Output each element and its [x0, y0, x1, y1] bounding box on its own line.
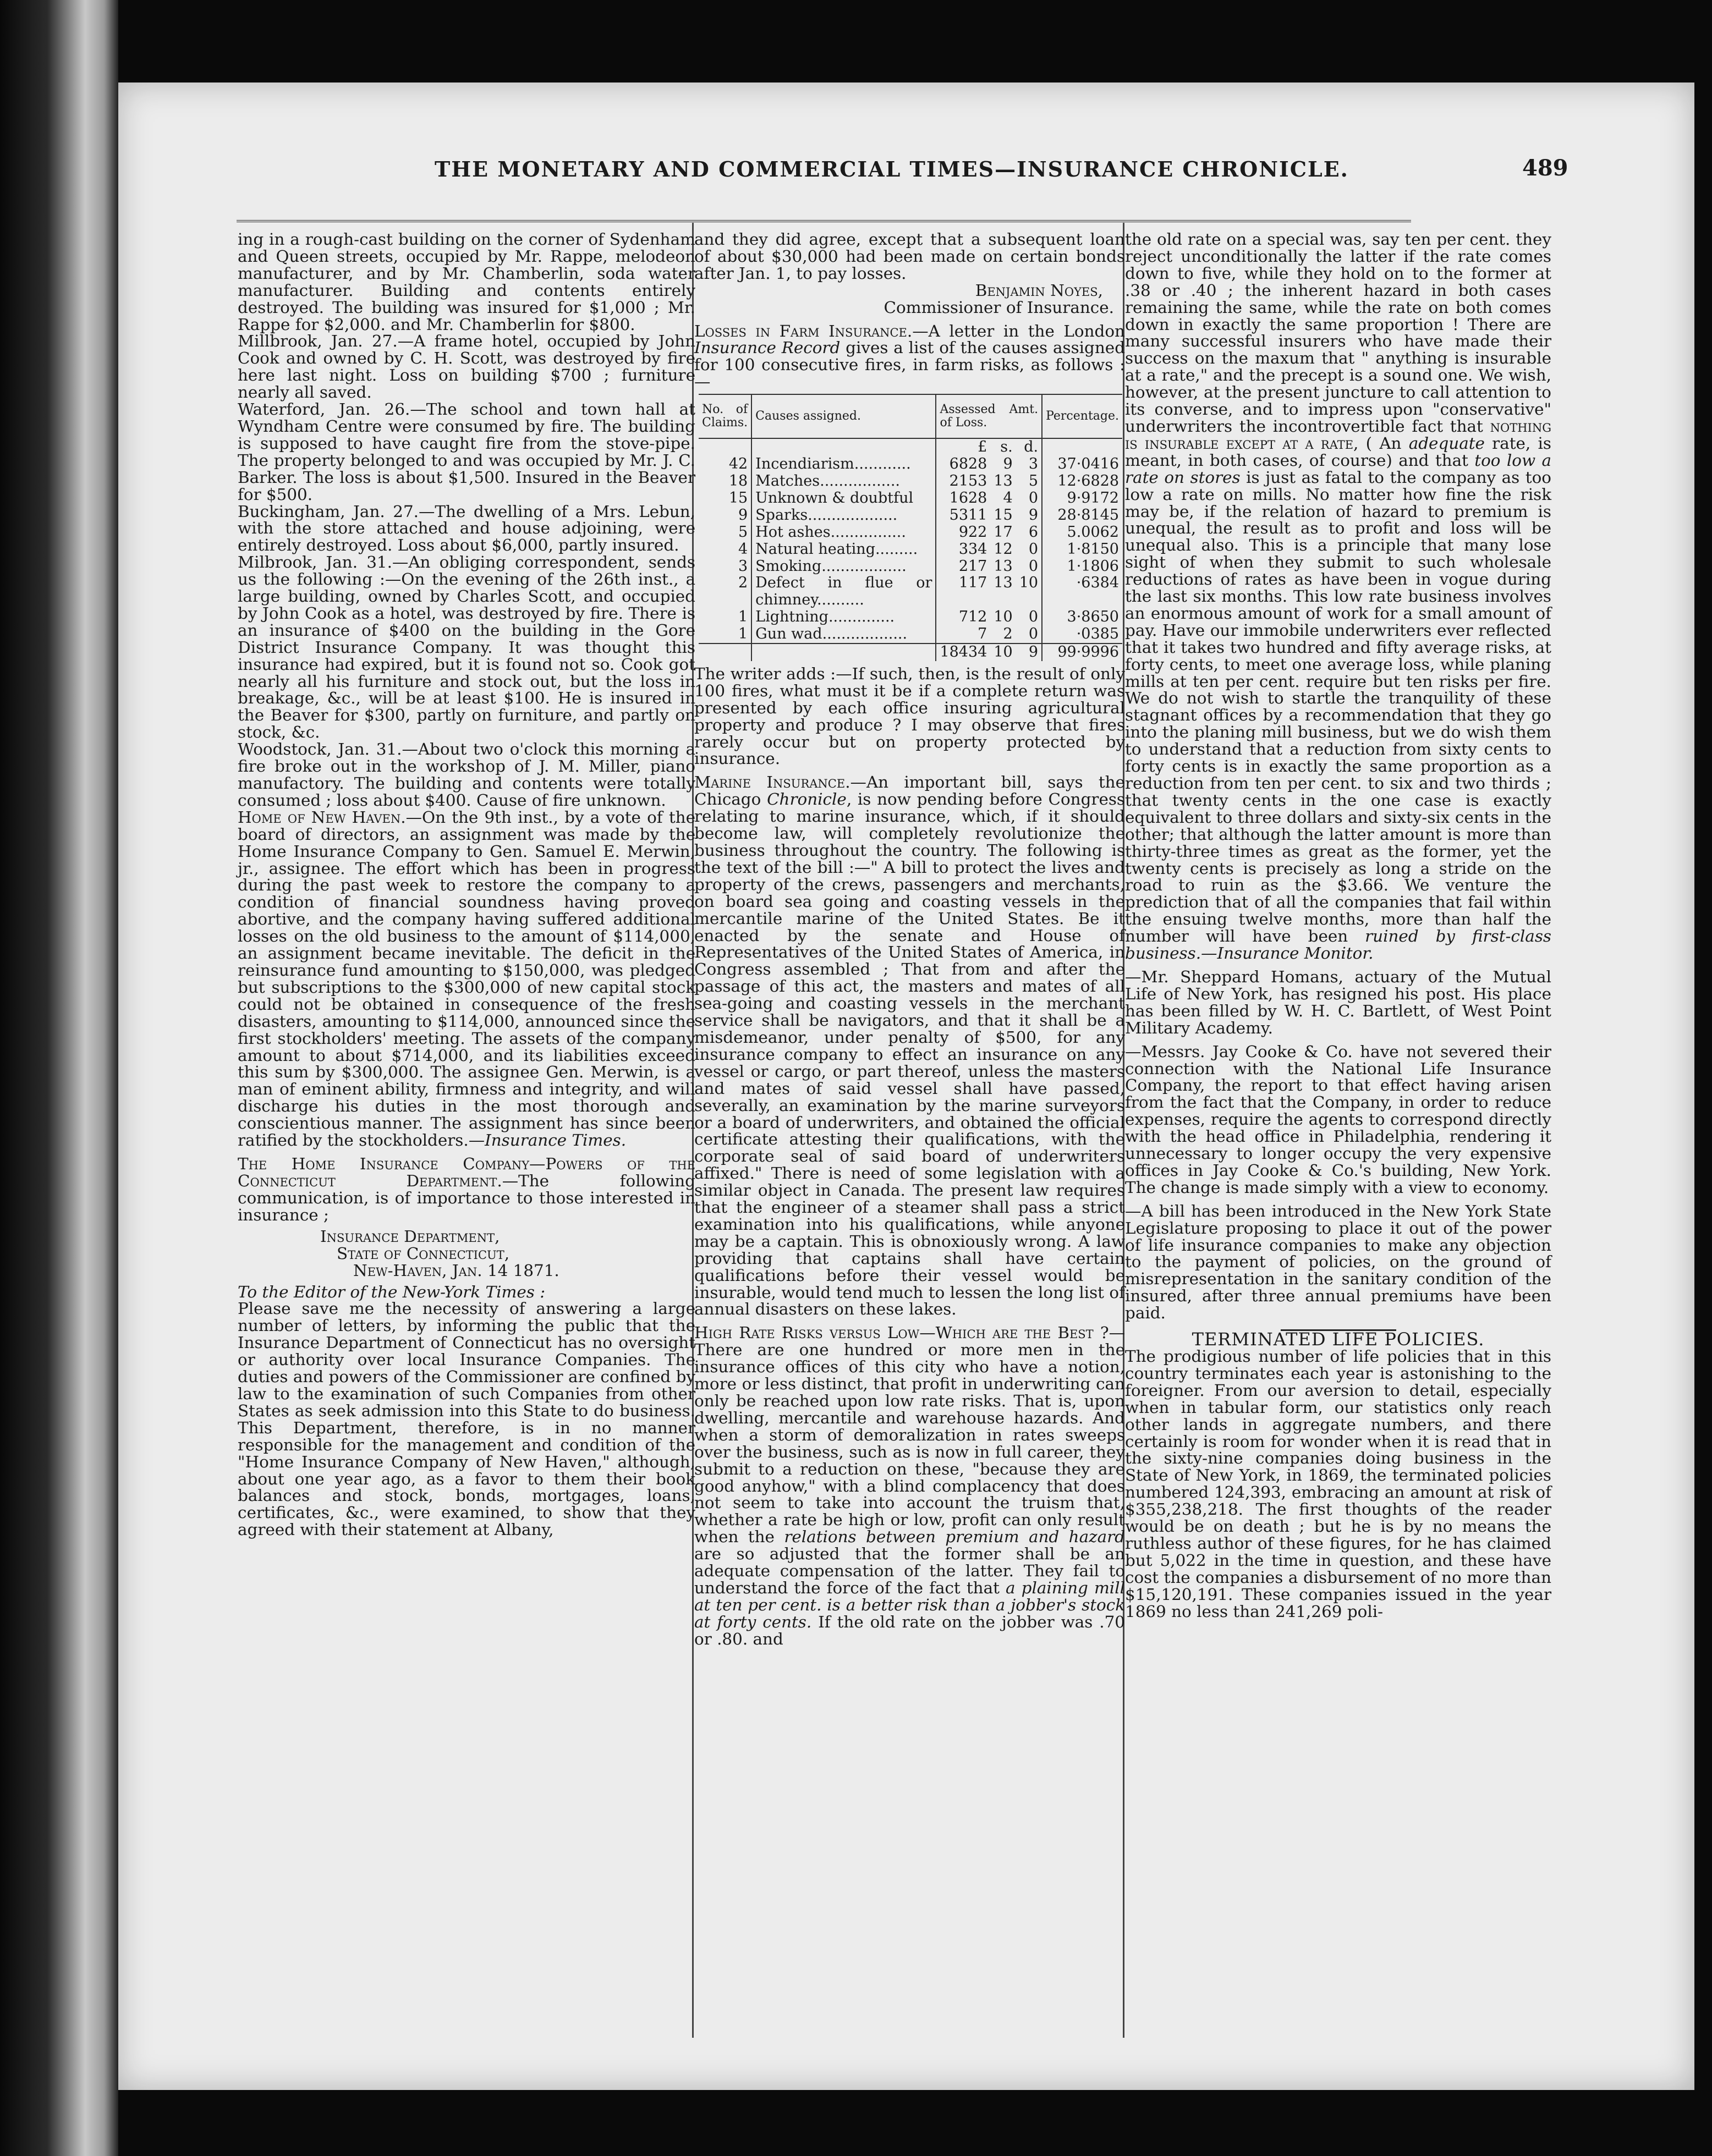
article-body: —The following communication, is of importance to those interested in insurance ;: [238, 1171, 695, 1224]
pence-cell: 0: [1028, 625, 1039, 643]
shillings-cell: 4: [1003, 489, 1013, 507]
shillings-cell: 12: [994, 540, 1013, 558]
claims-cell: 1: [738, 608, 748, 626]
cause-cell: Matches.................: [751, 473, 936, 490]
section-title: TERMINATED LIFE POLICIES.: [1192, 1329, 1485, 1350]
column-header: Causes assigned.: [751, 394, 936, 438]
page-number: 489: [1522, 155, 1568, 181]
percentage-cell: 1·8150: [1042, 541, 1122, 558]
claims-cell: 3: [738, 557, 748, 575]
claims-cell: 9: [738, 506, 748, 524]
shillings-cell: 13: [994, 574, 1013, 592]
pounds-cell: 2153: [936, 473, 990, 490]
address-line: Insurance Department,: [320, 1226, 500, 1246]
shillings-cell: 2: [1003, 625, 1013, 643]
table-row: [699, 626, 1122, 644]
column-3: [1125, 231, 1551, 1620]
cause-cell: Unknown & doubtful: [751, 490, 936, 507]
column-header: No. of Claims.: [699, 394, 751, 438]
pounds-cell: 117: [936, 575, 990, 609]
paragraph: Please save me the necessity of answering a large number of letters, by informing the public that the Insurance Department of Connecticut has no oversight or authority over local Insurance Companies. The duties and powers of the Commissioner are confined by law to the examination of such Companies from other States as seek admission into this State to do business. This Department, therefore, is in no manner responsible for the management and condition of the "Home Insurance Company of New Haven," although, about one year ago, as a favor to them their book balances and stock, bonds, mortgages, loans, certificates, &c., were examined, to show that they agreed with their statement at Albany,: [238, 1299, 695, 1539]
paragraph: —A bill has been introduced in the New York State Legislature proposing to place it out of the power of life insurance companies to make any objection to the payment of policies, on the ground of misrepresentation in the sanitary condition of the insured, after three annual premiums have been paid.: [1125, 1201, 1551, 1323]
claims-cell: 18: [728, 472, 748, 490]
paragraph: Milbrook, Jan. 31.—An obliging correspondent, sends us the following :—On the evening of the 26th inst., a large building, owned by Charles Scott, and occupied by John Cook as a hotel, was destroyed by fire. There is an insurance of $400 on the building in the Gore District Insurance Company. It was thought this insurance had expired, but it is found not so. Cook got nearly all his furniture and stock out, but the loss in breakage, &c., will be at least $100. He is insured in the Beaver for $300, partly on furniture, and partly on stock, &c.: [238, 553, 695, 742]
total-cell: 9: [1016, 644, 1042, 661]
article-home-of-new-haven: [238, 809, 695, 1149]
article-heading: Losses in Farm Insurance.: [694, 321, 913, 340]
pounds-cell: 6828: [936, 456, 990, 473]
address-line: New-Haven, Jan. 14 1871.: [353, 1261, 559, 1280]
cause-cell: Lightning..............: [751, 609, 936, 626]
total-cell: 99·9996: [1042, 644, 1122, 661]
paragraph: and they did agree, except that a subsequent loan of about $30,000 had been made on certain bonds after Jan. 1, to pay losses.: [694, 230, 1125, 283]
article-heading: Marine Insurance.: [694, 773, 850, 792]
losses-table: [699, 394, 1122, 661]
table-row: [699, 609, 1122, 626]
pounds-cell: 217: [936, 558, 990, 575]
article-home-insurance: [238, 1156, 695, 1224]
column-1: [238, 231, 695, 1538]
pence-cell: 6: [1028, 523, 1039, 541]
article-source: —Insurance Times.: [468, 1131, 627, 1150]
running-header: THE MONETARY AND COMMERCIAL TIMES—INSURANCE CHRONICLE.: [435, 157, 1349, 182]
article-body: —On the 9th inst., by a vote of the board of directors, an assignment was made by the Home Insurance Company to Gen. Samuel E. Merwin, jr., assignee. The effort which has been in progress during the past week to restore the company to a condition of financial soundness having proved abortive, and the company having suffered additional losses on the old business to the amount of $114,000, an assignment became inevitable. The deficit in the reinsurance fund amounting to $150,000, was pledged but subscriptions to the $300,000 of new capital stock could not be obtained in consequence of the fresh disasters, amounting to $114,000, announced since the first stockholders' meeting. The assets of the company amount to about $714,000, and its liabilities exceed this sum by $300,000. The assignee Gen. Merwin, is a man of eminent ability, firmness and integrity, and will discharge his duties in the most thorough and conscientious manner. The assignment has since been ratified by the stockholders.: [238, 807, 695, 1150]
total-row: [699, 644, 1122, 661]
table-row: [699, 541, 1122, 558]
pounds-cell: 5311: [936, 507, 990, 524]
shillings-cell: 9: [1003, 455, 1013, 473]
article-heading: High Rate Risks versus Low—Which are the Best ?: [694, 1323, 1109, 1343]
pence-cell: 0: [1028, 540, 1039, 558]
table-row: [699, 456, 1122, 473]
article-rates-continued: the old rate on a special was, say ten per cent. they reject unconditionally the latter if the rate comes down to five, while they hold on to the former at .38 or .40 ; the inherent hazard in both cases remaining the same, while the rate on both comes down in exactly the same proportion ! There are many successful insurers who have made their success on the maxum that " anything is insurable at a rate," and the precept is a sound one. We wish, however, at the present juncture to call attention to its converse, and to impress upon "conservative" underwriters the incontrovertible fact that nothing is insurable except at a rate, ( An adequate rate, is meant, in both cases, of course) and that too low a rate on stores is just as fatal to the company as too low a rate on mills. No matter how fine the risk may be, if the relation of hazard to premium is unequal, the result as to profit and loss will be unequal also. This is a principle that many lose sight of when they submit to such wholesale reductions of rates as have been in vogue during the last six months. This low rate business involves an enormous amount of work for a small amount of pay. Have our immobile underwriters ever reflected that it takes two hundred and fifty average risks, at forty cents, to meet one average loss, while planing mills at ten per cent. require but ten risks per fire. We do not wish to startle the tranquility of these stagnant offices by a recommendation that they go into the planing mill business, but we do wish them to understand that a reduction from sixty cents to forty cents is in exactly the same proportion as a reduction from ten per cent. to six and two thirds ; that twenty cents in the one case is exactly equivalent to three dollars and sixty-six cents in the other; that although the latter amount is more than thirty-three times as great as the former, yet the twenty cents is precisely as long a stride on the road to ruin as the $3.66. We venture the prediction that of all the companies that fail within the ensuing twelve months, more than half the number will have been ruined by first-class business.—Insurance Monitor.: [1125, 230, 1552, 963]
claims-cell: 4: [738, 540, 748, 558]
table-row: [699, 524, 1122, 541]
percentage-cell: 1·1806: [1042, 558, 1122, 575]
claims-cell: 1: [738, 625, 748, 643]
percentage-cell: 37·0416: [1042, 456, 1122, 473]
article-heading: Home of New Haven.: [238, 807, 406, 827]
article-farm-insurance: Losses in Farm Insurance.—A letter in the London Insurance Record gives a list of the causes assigned for 100 consecutive fires, in farm risks, as follows :—: [694, 321, 1126, 392]
shillings-cell: 15: [994, 506, 1013, 524]
pounds-cell: 334: [936, 541, 990, 558]
paragraph: The writer adds :—If such, then, is the result of only 100 fires, what must it be if a complete return was presented by each office insuring agricultural property and produce ? I may observe that fires rarely occur but on property protected by insurance.: [694, 664, 1125, 768]
unit-label: £: [936, 438, 990, 456]
pounds-cell: 712: [936, 609, 990, 626]
article-marine-insurance: Marine Insurance.—An important bill, says the Chicago Chronicle, is now pending before Congress relating to marine insurance, which, if it should become law, will completely revolutionize the business throughout the country. The following is the text of the bill :—" A bill to protect the lives and property of the crews, passengers and merchants, on board sea going and coasting vessels in the mercantile marine of the United States. Be it enacted by the senate and House of Representatives of the United States of America, in Congress assembled ; That from and after the passage of this act, the masters and mates of all sea-going and coasting vessels in the merchant service shall be navigators, and that it shall be a misdemeanor, under penalty of $500, for any insurance company to effect an insurance on any vessel or cargo, or part thereof, unless the masters and mates of said vessel shall have passed, severally, an examination by the marine surveyors or a board of underwriters, and obtained the official certificate attesting their qualifications, with the corporate seal of said board of underwriters affixed." There is need of some legislation with a similar object in Canada. The present law requires that the engineer of a steamer shall pass a strict examination into his qualifications, while anyone may be a captain. This is obnoxiously wrong. A law providing that captains shall have certain qualifications before their vessel would be insurable, would tend much to lessen the long list of annual disasters on these lakes.: [694, 773, 1125, 1319]
signature-name: Benjamin Noyes,: [975, 280, 1103, 300]
paragraph: Woodstock, Jan. 31.—About two o'clock this morning a fire broke out in the workshop of J. M. Miller, piano manufactory. The building and contents were totally consumed ; loss about $400. Cause of fire unknown.: [238, 740, 695, 810]
column-header: Percentage.: [1042, 394, 1122, 438]
paragraph: Buckingham, Jan. 27.—The dwelling of a Mrs. Lebun, with the store attached and house adjoining, were entirely destroyed. Loss about $6,000, partly insured.: [238, 502, 695, 555]
header-rule: [237, 220, 1411, 222]
table-header-row: [699, 394, 1122, 438]
unit-label: s.: [1000, 438, 1013, 456]
pence-cell: 0: [1028, 489, 1039, 507]
units-row: [699, 438, 1122, 456]
paragraph: —Messrs. Jay Cooke & Co. have not severed their connection with the National Life Insurance Company, the report to that effect having arisen from the fact that the Company, in order to reduce expenses, require the agents to correspond directly with the head office in Philadelphia, rendering it unnecessary to longer occupy the very expensive offices in Jay Cooke & Co.'s building, New York. The change is made simply with a view to economy.: [1125, 1042, 1551, 1197]
shillings-cell: 17: [994, 523, 1013, 541]
paragraph: —Mr. Sheppard Homans, actuary of the Mutual Life of New York, has resigned his post. His place has been filled by W. H. C. Bartlett, of West Point Military Academy.: [1125, 967, 1551, 1037]
cause-cell: Smoking..................: [751, 558, 936, 575]
cause-cell: Hot ashes................: [751, 524, 936, 541]
pence-cell: 3: [1028, 455, 1039, 473]
percentage-cell: ·6384: [1042, 575, 1122, 609]
claims-cell: 42: [728, 455, 748, 473]
percentage-cell: 3·8650: [1042, 609, 1122, 626]
column-2: [694, 231, 1125, 1648]
paragraph: Millbrook, Jan. 27.—A frame hotel, occupied by John Cook and owned by C. H. Scott, was destroyed by fire here last night. Loss on building $700 ; furniture nearly all saved.: [238, 332, 695, 402]
percentage-cell: ·0385: [1042, 626, 1122, 644]
paragraph: Waterford, Jan. 26.—The school and town hall at Wyndham Centre were consumed by fire. The building is supposed to have caught fire from the stove-pipe. The property belonged to and was occupied by Mr. J. C. Barker. The loss is about $1,500. Insured in the Beaver for $500.: [238, 400, 695, 504]
pence-cell: 5: [1028, 472, 1039, 490]
column-header: Assessed Amt. of Loss.: [936, 394, 1042, 438]
letter-salutation: To the Editor of the New-York Times :: [238, 1282, 546, 1301]
percentage-cell: 28·8145: [1042, 507, 1122, 524]
address-line: State of Connecticut,: [337, 1244, 510, 1263]
cause-cell: Incendiarism............: [751, 456, 936, 473]
shillings-cell: 13: [994, 472, 1013, 490]
claims-cell: 5: [738, 523, 748, 541]
shillings-cell: 13: [994, 557, 1013, 575]
pence-cell: 9: [1028, 506, 1039, 524]
paragraph: The prodigious number of life policies that in this country terminates each year is astonishing to the foreigner. From our aversion to detail, especially when in tabular form, our statistics only reach other lands in aggregate numbers, and there certainly is room for wonder when it is read that in the sixty-nine companies doing business in the State of New York, in 1869, the terminated policies numbered 124,393, embracing an amount at risk of $355,238,218. The first thoughts of the reader would be on death ; but he is by no means the ruthless author of these figures, for he has claimed but 5,022 in the time in question, and these have cost the companies a disbursement of no more than $15,120,191. These companies issued in the year 1869 no less than 241,269 poli-: [1125, 1347, 1551, 1621]
cause-cell: Defect in flue or chimney..........: [751, 575, 936, 609]
total-cell: 18434: [936, 644, 990, 661]
pence-cell: 0: [1028, 608, 1039, 626]
article-source: —Insurance Monitor.: [1201, 944, 1374, 963]
claims-cell: 2: [738, 574, 748, 592]
pence-cell: 10: [1019, 574, 1039, 592]
table-row: [699, 575, 1122, 609]
empty-cell: [699, 644, 751, 661]
cause-cell: Sparks...................: [751, 507, 936, 524]
table-row: [699, 558, 1122, 575]
percentage-cell: 12·6828: [1042, 473, 1122, 490]
pounds-cell: 1628: [936, 490, 990, 507]
total-cell: 10: [990, 644, 1016, 661]
article-high-rate-risks: High Rate Risks versus Low—Which are the Best ?—There are one hundred or more men in the insurance offices of this city who have a notion, more or less distinct, that profit in underwriting can only be reached upon low rate risks. That is, upon dwelling, mercantile and warehouse hazards. And when a storm of demoralization in rates sweeps over the business, such as is now in full career, they submit to a reduction on these, "because they are good anyhow," with a blind complacency that does not seem to take into account the truism that, whether a rate be high or low, profit can only result when the relations between premium and hazard are so adjusted that the former shall be an adequate compensation of the latter. They fail to understand the force of the fact that a plaining mill at ten per cent. is a better risk than a jobber's stock at forty cents. If the old rate on the jobber was .70 or .80. and: [694, 1323, 1126, 1648]
facing-page-edge: [0, 0, 118, 2156]
pounds-cell: 7: [936, 626, 990, 644]
cause-cell: Natural heating.........: [751, 541, 936, 558]
percentage-cell: 5.0062: [1042, 524, 1122, 541]
claims-cell: 15: [728, 489, 748, 507]
paragraph: ing in a rough-cast building on the corner of Sydenham and Queen streets, occupied by Mr. Rappe, melodeon manufacturer, and by Mr. Chamberlin, soda water manufacturer. Building and contents entirely destroyed. The building was insured for $1,000 ; Mr. Rappe for $2,000. and Mr. Chamberlin for $800.: [238, 230, 695, 334]
table-row: [699, 490, 1122, 507]
unit-label: d.: [1024, 438, 1039, 456]
pence-cell: 0: [1028, 557, 1039, 575]
percentage-cell: 9·9172: [1042, 490, 1122, 507]
cause-cell: Gun wad..................: [751, 626, 936, 644]
signature-title: Commissioner of Insurance.: [884, 298, 1114, 317]
letter-address: [320, 1228, 695, 1279]
shillings-cell: 10: [994, 608, 1013, 626]
article-heading: The Home Insurance Company—Powers of the Connecticut Department.: [238, 1154, 695, 1190]
table-row: [699, 473, 1122, 490]
table-row: [699, 507, 1122, 524]
pounds-cell: 922: [936, 524, 990, 541]
empty-cell: [751, 644, 936, 661]
